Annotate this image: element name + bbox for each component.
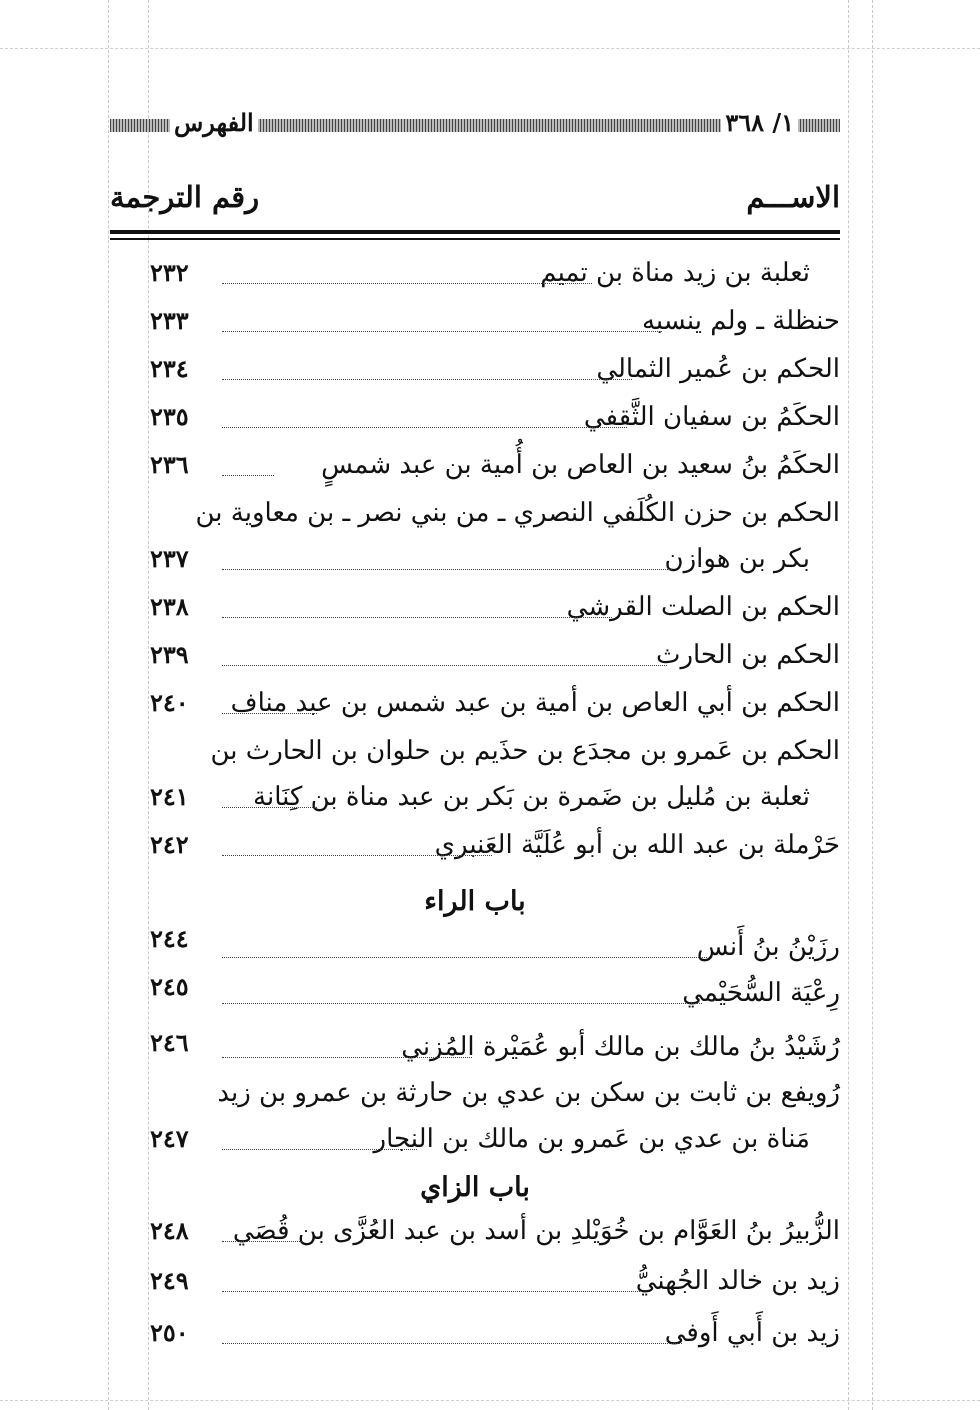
scan-guide-line <box>848 0 849 1410</box>
index-entry <box>110 402 840 442</box>
double-rule-thick <box>110 230 840 234</box>
entry-number: ٢٤٨ <box>150 1216 189 1245</box>
entry-number: ٢٣٧ <box>150 544 189 573</box>
running-head <box>110 108 840 138</box>
entry-number: ٢٣٩ <box>150 640 189 669</box>
entry-number: ٢٤٢ <box>150 830 189 859</box>
entry-number: ٢٤٤ <box>150 924 189 953</box>
index-entry <box>110 354 840 394</box>
leader-dots <box>222 957 707 958</box>
index-entry <box>110 544 840 584</box>
index-entry <box>110 1124 840 1164</box>
running-head-page-ref: ١/ ٣٦٨ <box>721 108 798 137</box>
entry-name: مَناة بن عدي بن عَمرو بن مالك بن النجار <box>373 1124 810 1154</box>
entry-number: ٢٣٢ <box>150 258 189 287</box>
leader-dots <box>222 1241 302 1242</box>
index-entry <box>110 782 840 822</box>
entry-name: الحكم بن الحارث <box>655 640 840 670</box>
leader-dots <box>222 569 672 570</box>
leader-dots <box>222 617 612 618</box>
index-entry <box>110 592 840 632</box>
entry-name: الحكم بن عُمير الثمالي <box>596 354 840 384</box>
leader-dots <box>222 713 317 714</box>
entry-name: حنظلة ـ ولم ينسبه <box>641 306 840 336</box>
index-entry <box>110 1266 840 1306</box>
index-entry <box>110 830 840 870</box>
leader-dots <box>222 331 662 332</box>
entry-name: الزُّبيرُ بنُ العَوَّام بن خُوَيْلدِ بن أسد بن عبد العُزَّى بن قُصَي <box>232 1216 840 1246</box>
index-entry <box>110 972 840 1018</box>
entry-number: ٢٣٥ <box>150 402 189 431</box>
section-title-zay: باب الزاي <box>420 1172 530 1203</box>
index-entry <box>110 640 840 680</box>
entry-name: الحكَمُ بنُ سعيد بن العاص بن أُمية بن عبد شمسٍ <box>321 450 840 480</box>
leader-dots <box>222 855 492 856</box>
leader-dots <box>222 379 632 380</box>
scan-guide-line <box>108 0 109 1410</box>
leader-dots <box>222 807 317 808</box>
entry-first-line: رُويفع بن ثابت بن سكن بن عدي بن حارثة بن عمرو بن زيد <box>217 1078 840 1108</box>
entry-name: زيد بن أَبي أَوفى <box>664 1318 840 1348</box>
double-rule-thin <box>110 238 840 240</box>
column-header-name: الاســـم <box>746 180 840 214</box>
leader-dots <box>222 1003 702 1004</box>
leader-dots <box>222 1149 417 1150</box>
index-entry <box>110 688 840 728</box>
index-page <box>110 108 840 1402</box>
scan-guide-line <box>872 0 873 1410</box>
index-entry <box>110 1028 840 1072</box>
leader-dots <box>222 1343 682 1344</box>
entry-name: الحكَمُ بن سفيان الثَّقفي <box>583 402 840 432</box>
entry-name: الحكم بن الصلت القرشي <box>566 592 840 622</box>
entry-number: ٢٤٠ <box>150 688 189 717</box>
leader-dots <box>222 283 592 284</box>
entry-name: ثعلبة بن مُليل بن ضَمرة بن بَكر بن عبد مناة بن كِنَانة <box>253 782 810 812</box>
index-entry <box>110 306 840 346</box>
index-entry <box>110 1318 840 1358</box>
section-title-ra: باب الراء <box>424 886 526 917</box>
entry-number: ٢٣٨ <box>150 592 189 621</box>
entry-number: ٢٣٦ <box>150 450 189 479</box>
running-head-title: الفهرس <box>170 108 258 137</box>
entry-name: رُشَيْدُ بنُ مالك بن مالك أبو عُمَيْرة المُزني <box>401 1032 840 1062</box>
entry-first-line: الحكم بن حزن الكُلَفي النصري ـ من بني نصر ـ بن معاوية بن <box>195 498 840 528</box>
leader-dots <box>222 665 667 666</box>
entry-first-line: الحكم بن عَمرو بن مجدَع بن حذَيم بن حلوان بن الحارث بن <box>210 736 840 766</box>
index-entry <box>110 924 840 972</box>
entry-name: رِعْيَة السُّحَيْمي <box>682 978 840 1008</box>
entry-name: رزَيْنُ بنُ أَنس <box>696 932 840 962</box>
entry-number: ٢٤٩ <box>150 1266 189 1295</box>
column-header-number: رقم الترجمة <box>110 180 260 214</box>
entry-name: حَرْملة بن عبد الله بن أبو عُلَيَّة العَنبري <box>434 830 840 860</box>
index-entry <box>110 450 840 490</box>
leader-dots <box>222 427 627 428</box>
entry-name: الحكم بن أبي العاص بن أمية بن عبد شمس بن عبد مناف <box>230 688 840 718</box>
entry-number: ٢٤٥ <box>150 972 189 1001</box>
entry-name: زيد بن خالد الجُهنيُّ <box>635 1266 840 1296</box>
leader-dots <box>222 475 274 476</box>
index-entry <box>110 258 840 298</box>
entry-number: ٢٤٦ <box>150 1028 189 1057</box>
entry-number: ٢٣٤ <box>150 354 189 383</box>
entry-number: ٢٣٣ <box>150 306 189 335</box>
leader-dots <box>222 1057 472 1058</box>
entry-number: ٢٤١ <box>150 782 189 811</box>
entry-name: ثعلبة بن زيد مناة بن تميم <box>540 258 810 288</box>
entry-name: بكر بن هوازن <box>664 544 810 574</box>
scan-guide-line <box>0 48 980 49</box>
entry-number: ٢٤٧ <box>150 1124 189 1153</box>
entry-number: ٢٥٠ <box>150 1318 189 1347</box>
leader-dots <box>222 1291 642 1292</box>
index-entry <box>110 1216 840 1256</box>
